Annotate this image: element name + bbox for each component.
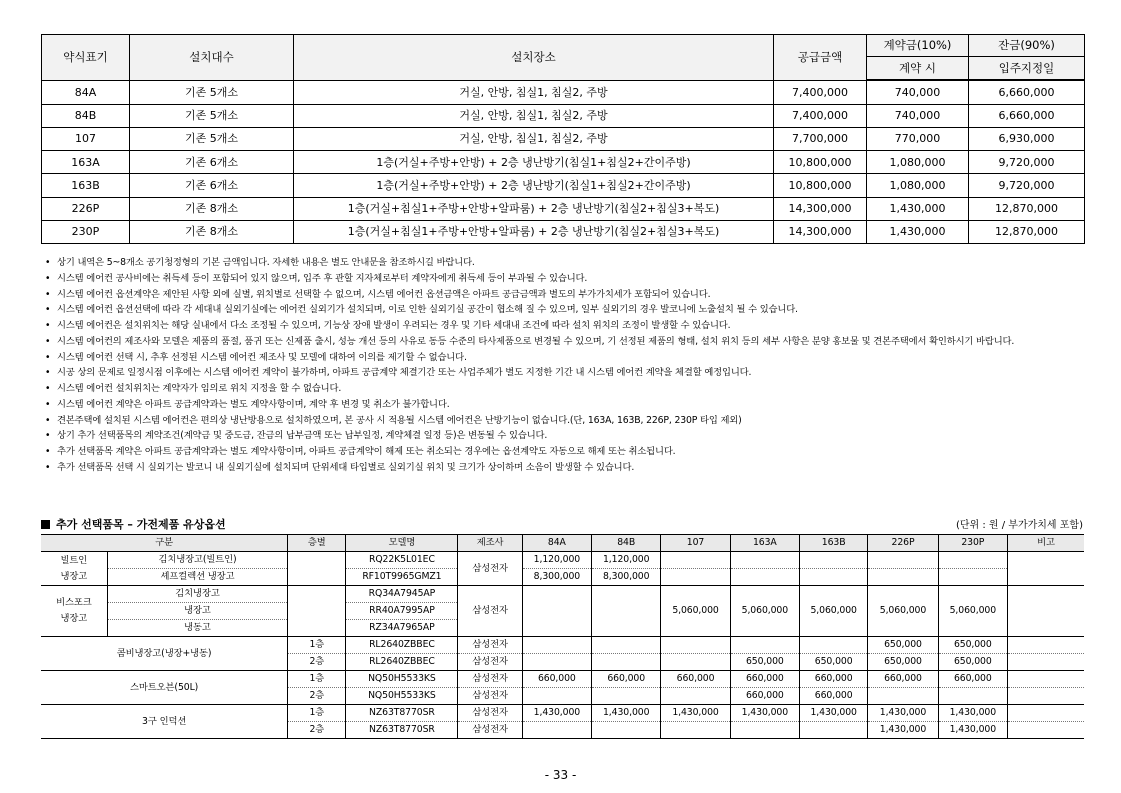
cell-maker: 삼성전자 bbox=[458, 586, 522, 637]
cell-price: 660,000 bbox=[868, 671, 938, 688]
cell-price bbox=[661, 569, 730, 586]
cell-floor: 1층 bbox=[288, 671, 346, 688]
cell-price bbox=[938, 552, 1007, 569]
table-row bbox=[42, 127, 1085, 150]
page-number: - 33 - bbox=[544, 768, 577, 782]
group-name: 콤비냉장고(냉장+냉동) bbox=[41, 637, 288, 671]
cell-type: 163A bbox=[42, 151, 130, 174]
cell-price bbox=[730, 569, 799, 586]
header-deposit-sub: 계약 시 bbox=[867, 57, 969, 81]
cell-price bbox=[522, 654, 591, 671]
cell-model: NZ63T8770SR bbox=[346, 705, 458, 722]
cell-location: 1층(거실+침실1+주방+안방+알파룸) + 2층 냉난방기(침실2+침실3+복도) bbox=[294, 220, 774, 243]
cell-price bbox=[661, 722, 730, 739]
section-title-text: 추가 선택품목 – 가전제품 유상옵션 bbox=[56, 518, 226, 531]
header-supply: 공급금액 bbox=[774, 35, 867, 81]
cell-supply: 7,700,000 bbox=[774, 127, 867, 150]
group-name-line: 빌트인 bbox=[60, 554, 88, 566]
appliance-options-table bbox=[41, 534, 1084, 739]
cell-balance: 9,720,000 bbox=[969, 151, 1085, 174]
cell-model: RL2640ZBBEC bbox=[346, 654, 458, 671]
cell-model: RL2640ZBBEC bbox=[346, 637, 458, 654]
cell-deposit: 740,000 bbox=[867, 104, 969, 127]
table-row bbox=[41, 637, 1084, 654]
cell-price bbox=[592, 637, 661, 654]
notes-list bbox=[45, 255, 1090, 476]
cell-price bbox=[730, 552, 799, 569]
cell-type: 84B bbox=[42, 104, 130, 127]
header-category: 구분 bbox=[41, 535, 288, 552]
cell-price bbox=[592, 586, 661, 637]
note-item: • 시스템 에어컨 선택 시, 추후 선정된 시스템 에어컨 제조사 및 모델에 대하여 이의를 제기할 수 없습니다. bbox=[45, 350, 1090, 366]
cell-price: 1,430,000 bbox=[661, 705, 730, 722]
cell-price: 660,000 bbox=[800, 688, 868, 705]
header-type: 84A bbox=[522, 535, 591, 552]
table-row bbox=[41, 569, 1084, 586]
header-type: 약식표기 bbox=[42, 35, 130, 81]
header-type: 230P bbox=[938, 535, 1007, 552]
cell-price bbox=[661, 637, 730, 654]
cell-maker: 삼성전자 bbox=[458, 671, 522, 688]
header-balance: 잔금(90%) bbox=[969, 35, 1085, 57]
note-item: • 시스템 에어컨 계약은 아파트 공급계약과는 별도 계약사항이며, 계약 후 변경 및 취소가 불가합니다. bbox=[45, 397, 1090, 413]
cell-model: NQ50H5533KS bbox=[346, 688, 458, 705]
header-note: 비고 bbox=[1007, 535, 1084, 552]
cell-type: 163B bbox=[42, 174, 130, 197]
cell-floor bbox=[288, 552, 346, 586]
cell-price: 650,000 bbox=[800, 654, 868, 671]
item-name: 냉장고 bbox=[107, 603, 287, 620]
cell-price: 1,430,000 bbox=[592, 705, 661, 722]
cell-price: 660,000 bbox=[522, 671, 591, 688]
cell-price bbox=[800, 637, 868, 654]
cell-balance: 6,660,000 bbox=[969, 104, 1085, 127]
header-deposit: 계약금(10%) bbox=[867, 35, 969, 57]
table-row bbox=[42, 80, 1085, 104]
cell-units: 기존 5개소 bbox=[130, 104, 294, 127]
cell-units: 기존 6개소 bbox=[130, 151, 294, 174]
cell-note bbox=[1007, 688, 1084, 705]
cell-price: 660,000 bbox=[661, 671, 730, 688]
table-row bbox=[41, 705, 1084, 722]
cell-type: 84A bbox=[42, 80, 130, 104]
group-name bbox=[41, 586, 107, 637]
cell-price bbox=[938, 688, 1007, 705]
table-row bbox=[41, 586, 1084, 603]
cell-price bbox=[522, 586, 591, 637]
table-row bbox=[42, 174, 1085, 197]
cell-note bbox=[1007, 586, 1084, 637]
cell-price: 660,000 bbox=[730, 688, 799, 705]
cell-price bbox=[592, 688, 661, 705]
cell-price: 5,060,000 bbox=[938, 586, 1007, 637]
item-name: 냉동고 bbox=[107, 620, 287, 637]
cell-price bbox=[730, 722, 799, 739]
note-item: • 시공 상의 문제로 일정시점 이후에는 시스템 에어컨 계약이 불가하며, 아파트 공급계약 체결기간 또는 사업주체가 별도 지정한 기간 내 시스템 에어컨 계약을 체결할 예정입니다. bbox=[45, 365, 1090, 381]
cell-maker: 삼성전자 bbox=[458, 688, 522, 705]
cell-model: NZ63T8770SR bbox=[346, 722, 458, 739]
cell-units: 기존 8개소 bbox=[130, 220, 294, 243]
cell-price: 1,430,000 bbox=[938, 705, 1007, 722]
group-name-line: 냉장고 bbox=[60, 613, 88, 624]
note-item: • 상기 추가 선택품목의 계약조건(계약금 및 중도금, 잔금의 납부금액 또는 납부일정, 계약체결 일정 등)은 변동될 수 있습니다. bbox=[45, 428, 1090, 444]
group-name-line: 비스포크 bbox=[56, 597, 92, 608]
cell-price: 1,430,000 bbox=[938, 722, 1007, 739]
group-name bbox=[41, 552, 107, 586]
cell-price: 5,060,000 bbox=[800, 586, 868, 637]
unit-note: (단위 : 원 / 부가가치세 포함) bbox=[955, 520, 1083, 531]
cell-note bbox=[1007, 705, 1084, 722]
cell-supply: 7,400,000 bbox=[774, 104, 867, 127]
cell-price: 650,000 bbox=[938, 637, 1007, 654]
cell-floor: 1층 bbox=[288, 705, 346, 722]
cell-model: NQ50H5533KS bbox=[346, 671, 458, 688]
cell-price bbox=[661, 552, 730, 569]
cell-price: 660,000 bbox=[592, 671, 661, 688]
note-item: • 시스템 에어컨 설치위치는 계약자가 임의로 위치 지정을 할 수 없습니다. bbox=[45, 381, 1090, 397]
cell-price bbox=[938, 569, 1007, 586]
cell-location: 1층(거실+주방+안방) + 2층 냉난방기(침실1+침실2+간이주방) bbox=[294, 151, 774, 174]
header-floor: 층별 bbox=[288, 535, 346, 552]
table-row bbox=[41, 552, 1084, 569]
cell-supply: 10,800,000 bbox=[774, 174, 867, 197]
header-maker: 제조사 bbox=[458, 535, 522, 552]
cell-price: 1,430,000 bbox=[522, 705, 591, 722]
cell-location: 1층(거실+침실1+주방+안방+알파룸) + 2층 냉난방기(침실2+침실3+복도) bbox=[294, 197, 774, 220]
cell-deposit: 1,430,000 bbox=[867, 197, 969, 220]
cell-units: 기존 5개소 bbox=[130, 127, 294, 150]
cell-maker: 삼성전자 bbox=[458, 722, 522, 739]
cell-location: 거실, 안방, 침실1, 침실2, 주방 bbox=[294, 80, 774, 104]
note-item: • 추가 선택품목 선택 시 실외기는 발코니 내 실외기실에 설치되며 단위세대 타입별로 실외기실 위치 및 크기가 상이하며 소음이 발생할 수 있습니다. bbox=[45, 460, 1090, 476]
cell-price bbox=[522, 688, 591, 705]
table-row bbox=[42, 104, 1085, 127]
cell-price: 1,430,000 bbox=[730, 705, 799, 722]
cell-note bbox=[1007, 722, 1084, 739]
note-item: • 시스템 에어컨 옵션선택에 따라 각 세대내 실외기실에는 에어컨 실외기가 설치되며, 이로 인한 실외기실 공간이 협소해 질 수 있으며, 일부 실외기의 경우 발코니에 노출설치 될 수 있습니다. bbox=[45, 302, 1090, 318]
square-bullet-icon bbox=[41, 520, 50, 529]
cell-balance: 12,870,000 bbox=[969, 220, 1085, 243]
cell-balance: 6,660,000 bbox=[969, 80, 1085, 104]
cell-floor bbox=[288, 586, 346, 637]
cell-price: 5,060,000 bbox=[661, 586, 730, 637]
cell-deposit: 1,080,000 bbox=[867, 174, 969, 197]
cell-price: 650,000 bbox=[938, 654, 1007, 671]
cell-balance: 9,720,000 bbox=[969, 174, 1085, 197]
cell-location: 거실, 안방, 침실1, 침실2, 주방 bbox=[294, 104, 774, 127]
cell-floor: 2층 bbox=[288, 654, 346, 671]
cell-balance: 6,930,000 bbox=[969, 127, 1085, 150]
cell-price: 5,060,000 bbox=[868, 586, 938, 637]
item-name: 김치냉장고 bbox=[107, 586, 287, 603]
cell-price bbox=[661, 654, 730, 671]
cell-floor: 2층 bbox=[288, 722, 346, 739]
note-item: • 견본주택에 설치된 시스템 에어컨은 편의상 냉난방용으로 설치하였으며, 본 공사 시 적용될 시스템 에어컨은 난방기능이 없습니다.(단, 163A, 163B, 226P, 230P 타입 제외) bbox=[45, 413, 1090, 429]
cell-model: RZ34A7965AP bbox=[346, 620, 458, 637]
note-item: • 추가 선택품목 계약은 아파트 공급계약과는 별도 계약사항이며, 아파트 공급계약이 해제 또는 취소되는 경우에는 옵션계약도 자동으로 해제 또는 취소됩니다. bbox=[45, 444, 1090, 460]
header-location: 설치장소 bbox=[294, 35, 774, 81]
cell-note bbox=[1007, 552, 1084, 586]
cell-supply: 10,800,000 bbox=[774, 151, 867, 174]
cell-deposit: 1,080,000 bbox=[867, 151, 969, 174]
cell-note bbox=[1007, 671, 1084, 688]
cell-note bbox=[1007, 654, 1084, 671]
cell-price: 1,430,000 bbox=[868, 722, 938, 739]
cell-price bbox=[592, 654, 661, 671]
cell-type: 230P bbox=[42, 220, 130, 243]
section-title bbox=[41, 516, 226, 532]
header-model: 모델명 bbox=[346, 535, 458, 552]
cell-location: 거실, 안방, 침실1, 침실2, 주방 bbox=[294, 127, 774, 150]
aircon-price-table bbox=[41, 34, 1085, 244]
table-row bbox=[42, 151, 1085, 174]
header-type: 84B bbox=[592, 535, 661, 552]
cell-price bbox=[800, 722, 868, 739]
note-item: • 시스템 에어컨 공사비에는 취득세 등이 포함되어 있지 않으며, 입주 후 관할 지자체로부터 계약자에게 취득세 등이 부과될 수 있습니다. bbox=[45, 271, 1090, 287]
cell-price: 1,120,000 bbox=[592, 552, 661, 569]
header-type: 107 bbox=[661, 535, 730, 552]
cell-units: 기존 8개소 bbox=[130, 197, 294, 220]
cell-price: 1,430,000 bbox=[800, 705, 868, 722]
cell-price: 1,120,000 bbox=[522, 552, 591, 569]
cell-units: 기존 5개소 bbox=[130, 80, 294, 104]
cell-supply: 14,300,000 bbox=[774, 220, 867, 243]
cell-maker: 삼성전자 bbox=[458, 654, 522, 671]
cell-supply: 14,300,000 bbox=[774, 197, 867, 220]
cell-price: 8,300,000 bbox=[522, 569, 591, 586]
cell-maker: 삼성전자 bbox=[458, 552, 522, 586]
cell-price: 660,000 bbox=[730, 671, 799, 688]
cell-location: 1층(거실+주방+안방) + 2층 냉난방기(침실1+침실2+간이주방) bbox=[294, 174, 774, 197]
cell-price bbox=[592, 722, 661, 739]
cell-price bbox=[868, 569, 938, 586]
cell-price: 8,300,000 bbox=[592, 569, 661, 586]
cell-price bbox=[800, 569, 868, 586]
cell-type: 107 bbox=[42, 127, 130, 150]
table-row bbox=[42, 197, 1085, 220]
cell-type: 226P bbox=[42, 197, 130, 220]
cell-price: 1,430,000 bbox=[868, 705, 938, 722]
table-row bbox=[41, 671, 1084, 688]
cell-deposit: 770,000 bbox=[867, 127, 969, 150]
group-name-line: 냉장고 bbox=[60, 570, 88, 582]
cell-model: RQ22K5L01EC bbox=[346, 552, 458, 569]
cell-price bbox=[522, 637, 591, 654]
table-row bbox=[42, 220, 1085, 243]
header-type: 226P bbox=[868, 535, 938, 552]
item-name: 김치냉장고(빌트인) bbox=[107, 552, 287, 569]
cell-deposit: 1,430,000 bbox=[867, 220, 969, 243]
cell-floor: 1층 bbox=[288, 637, 346, 654]
cell-price bbox=[730, 637, 799, 654]
note-item: • 상기 내역은 5~8개소 공기청정형의 기본 금액입니다. 자세한 내용은 별도 안내문을 참조하시길 바랍니다. bbox=[45, 255, 1090, 271]
cell-price: 660,000 bbox=[800, 671, 868, 688]
cell-price bbox=[800, 552, 868, 569]
cell-price: 650,000 bbox=[868, 654, 938, 671]
cell-price: 650,000 bbox=[730, 654, 799, 671]
cell-price: 660,000 bbox=[938, 671, 1007, 688]
group-name: 스마트오븐(50L) bbox=[41, 671, 288, 705]
cell-floor: 2층 bbox=[288, 688, 346, 705]
cell-price bbox=[868, 552, 938, 569]
note-item: • 시스템 에어컨 옵션계약은 제안된 사항 외에 실별, 위치별로 선택할 수 없으며, 시스템 에어컨 옵션금액은 아파트 공급금액과 별도의 부가가치세가 포함되어 있습니다. bbox=[45, 287, 1090, 303]
cell-price bbox=[661, 688, 730, 705]
item-name: 셰프컬렉션 냉장고 bbox=[107, 569, 287, 586]
note-item: • 시스템 에어컨의 제조사와 모델은 제품의 품절, 품귀 또는 신제품 출시, 성능 개선 등의 사유로 동등 수준의 타사제품으로 변경될 수 있으며, 기 선정된 제품의 형태, 설치 위치 등의 세부 사항은 분양 홍보물 및 견본주택에서 확인하시기 바랍니다. bbox=[45, 334, 1090, 350]
header-units: 설치대수 bbox=[130, 35, 294, 81]
cell-supply: 7,400,000 bbox=[774, 80, 867, 104]
cell-model: RF10T9965GMZ1 bbox=[346, 569, 458, 586]
cell-maker: 삼성전자 bbox=[458, 637, 522, 654]
cell-deposit: 740,000 bbox=[867, 80, 969, 104]
cell-units: 기존 6개소 bbox=[130, 174, 294, 197]
header-type: 163A bbox=[730, 535, 799, 552]
cell-model: RR40A7995AP bbox=[346, 603, 458, 620]
cell-price: 650,000 bbox=[868, 637, 938, 654]
note-item: • 시스템 에어컨은 설치위치는 해당 실내에서 다소 조정될 수 있으며, 기능상 장애 발생이 우려되는 경우 및 기타 세대내 조건에 따라 설치 위치의 조정이 발생할 수 있습니다. bbox=[45, 318, 1090, 334]
cell-price: 5,060,000 bbox=[730, 586, 799, 637]
cell-price bbox=[868, 688, 938, 705]
header-balance-sub: 입주지정일 bbox=[969, 57, 1085, 81]
header-type: 163B bbox=[800, 535, 868, 552]
cell-model: RQ34A7945AP bbox=[346, 586, 458, 603]
cell-maker: 삼성전자 bbox=[458, 705, 522, 722]
cell-balance: 12,870,000 bbox=[969, 197, 1085, 220]
group-name: 3구 인덕션 bbox=[41, 705, 288, 739]
cell-note bbox=[1007, 637, 1084, 654]
cell-price bbox=[522, 722, 591, 739]
